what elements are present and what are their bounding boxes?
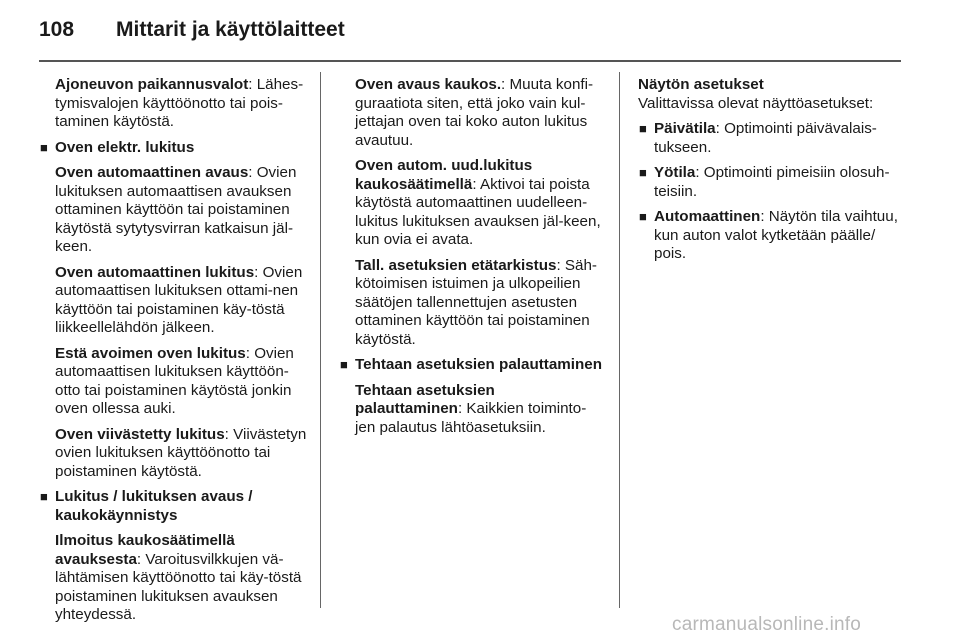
description: : Muuta konfi-guraatiota siten, että joko vain kul-jettajan oven tai koko auton lukitus avautuu. xyxy=(355,76,594,149)
paragraph xyxy=(339,157,605,250)
paragraph xyxy=(39,264,307,338)
term: Oven autom. uud.lukitus kaukosäätimellä xyxy=(355,157,533,193)
bullet-square-icon: ■ xyxy=(639,165,647,180)
paragraph xyxy=(39,345,307,419)
description: : Optimointi päivävalais-tukseen. xyxy=(654,120,877,156)
term: Tall. asetuksien etätarkistus xyxy=(355,256,557,274)
bullet-item xyxy=(39,139,307,158)
column-divider xyxy=(619,72,620,608)
description: : Optimointi pimeisiin olosuh-teisiin. xyxy=(654,164,890,200)
bullet-square-icon: ■ xyxy=(340,357,348,372)
bullet-square-icon: ■ xyxy=(639,209,647,224)
bullet-item xyxy=(39,488,307,525)
bullet-item xyxy=(638,208,906,264)
paragraph xyxy=(339,382,605,438)
intro-text: Valittavissa olevat näyttöasetukset: xyxy=(638,94,874,112)
bullet-square-icon: ■ xyxy=(40,139,48,155)
description: : Aktivoi tai poista käytöstä automaattinen uudelleen-lukitus lukituksen avauksen jäl-keen, kun ovia ei avata. xyxy=(355,175,601,248)
description: : Viivästetyn ovien lukituksen käyttöönotto tai poistaminen käytöstä. xyxy=(55,425,307,480)
term: Ilmoitus kaukosäätimellä avauksesta xyxy=(55,532,235,568)
column-3 xyxy=(638,76,906,271)
watermark: carmanualsonline.info xyxy=(672,614,862,635)
bullet-title: Oven elektr. lukitus xyxy=(55,138,195,156)
bullet-square-icon: ■ xyxy=(639,121,647,136)
term: Oven automaattinen avaus xyxy=(55,164,249,181)
term: Oven avaus kaukos. xyxy=(355,76,502,93)
bullet-item xyxy=(638,164,906,201)
column-divider xyxy=(320,72,321,608)
bullet-square-icon: ■ xyxy=(40,489,48,504)
description: : Ovien automaattisen lukituksen ottami-nen käyttöön tai poistaminen käy-töstä liikkeellelähdön jälkeen. xyxy=(55,263,303,336)
chapter-title: Mittarit ja käyttölaitteet xyxy=(116,18,345,41)
description: : Ovien automaattisen lukituksen käyttöön-otto tai poistaminen käytöstä jonkin oven ollessa auki. xyxy=(55,344,294,417)
term: Oven viivästetty lukitus xyxy=(55,425,225,443)
description: : Ovien lukituksen automaattisen avauksen ottaminen käyttöön tai poistaminen käytöstä sytytysvirran katkaisun jäl-keen. xyxy=(55,164,297,255)
paragraph xyxy=(39,76,307,132)
paragraph xyxy=(39,164,307,257)
paragraph xyxy=(339,76,605,150)
column-2 xyxy=(339,76,605,444)
description: : Näytön tila vaihtuu, kun auton valot kytketään päälle/ pois. xyxy=(654,208,898,262)
header-rule xyxy=(39,60,901,62)
term: Estä avoimen oven lukitus xyxy=(55,344,246,362)
term: Yötila xyxy=(654,164,696,181)
term: Päivätila xyxy=(654,120,716,137)
section-heading: Näytön asetukset xyxy=(638,76,764,93)
paragraph xyxy=(339,257,605,350)
description: : Kaikkien toiminto-jen palautus lähtöasetuksiin. xyxy=(355,400,587,436)
page-header xyxy=(0,0,960,60)
bullet-item xyxy=(339,356,605,375)
term: Ajoneuvon paikannusvalot xyxy=(55,76,249,93)
column-1 xyxy=(39,76,307,632)
paragraph xyxy=(39,426,307,482)
bullet-item xyxy=(638,120,906,157)
paragraph xyxy=(39,532,307,625)
bullet-title: Tehtaan asetuksien palauttaminen xyxy=(355,356,603,373)
page-number: 108 xyxy=(39,18,75,41)
term: Oven automaattinen lukitus xyxy=(55,263,255,281)
term: Tehtaan asetuksien palauttaminen xyxy=(355,381,495,417)
bullet-title: Lukitus / lukituksen avaus / kaukokäynnistys xyxy=(55,488,253,524)
description: : Säh-kötoimisen istuimen ja ulkopeilien säätöjen tallennettujen asetusten ottaminen käyttöön tai poistaminen käytöstä. xyxy=(355,256,597,348)
description: : Varoitusvilkkujen vä-lähtämisen käyttöönotto tai käy-töstä poistaminen lukituksen avauksen yhteydessä. xyxy=(55,550,302,623)
description: : Lähes-tymisvalojen käyttöönotto tai pois-taminen käytöstä. xyxy=(55,76,304,130)
term: Automaattinen xyxy=(654,208,761,225)
